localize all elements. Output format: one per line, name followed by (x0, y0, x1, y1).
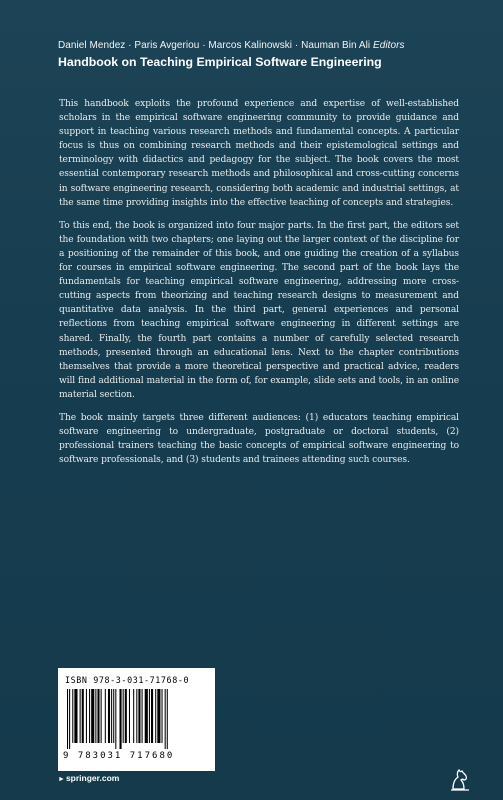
barcode-digits: 9 783031 717680 (63, 751, 175, 761)
barcode-bar (149, 689, 150, 743)
barcode-bar (80, 689, 81, 743)
barcode-bar (69, 689, 70, 749)
cover-header (58, 40, 478, 69)
barcode-bar (82, 689, 84, 743)
barcode-bar (155, 689, 156, 743)
barcode-bar (89, 689, 90, 743)
website-link[interactable] (58, 773, 119, 783)
barcode-bar (151, 689, 153, 743)
barcode-bar (115, 689, 116, 749)
blurb-paragraph: To this end, the book is organized into four major parts. In the first part, the editors set the foundation with two chapters; one laying out the larger context of the discipline for a positioning of the remainder of this book, and one guiding the creation of a syllabus for courses in empirical software engineering. The second part of the book lays the fundamentals for teaching empirical software engineering, addressing more cross-cutting aspects from theorizing and teaching research designs to measurement and quantitative data analysis. In the third part, general experiences and personal reflections from teaching empirical software engineering in different settings are shared. Finally, the fourth part contains a number of carefully selected research methods, presented through an educational lens. Next to the chapter contributions themselves that provide a more theoretical perspective and practical advice, readers will find additional material in the form of, for example, slide sets and tools, in an online material section. (59, 220, 459, 400)
barcode-bar (167, 689, 168, 749)
barcode-bar (101, 689, 102, 743)
blurb-paragraph: The book mainly targets three different audiences: (1) educators teaching empirical software engineering to undergraduate, postgraduate or doctoral students, (2) professional trainers teaching the basic concepts of empirical software engineering to software professionals, and (3) students and trainees attending such courses. (59, 412, 459, 466)
barcode-bar (138, 689, 140, 743)
barcode-bar (120, 689, 122, 749)
barcode-bar (142, 689, 143, 743)
blurb-paragraph: This handbook exploits the profound experience and expertise of well-established scholars in the empirical software engineering community to provide guidance and support in teaching various research methods and fundamental concepts. A particular focus is thus on combining research methods and their epistemological settings and terminology with didactics and pedagogy for the subject. The book covers the most essential contemporary research methods and philosophical and cross-cutting concerns in software engineering research, considering both academic and industrial settings, at the same time providing insights into the effective teaching of concepts and strategies. (59, 99, 459, 208)
barcode-bar (123, 689, 124, 743)
barcode-bar (136, 689, 137, 743)
barcode-bar (105, 689, 106, 743)
barcode-bar (165, 689, 166, 749)
editors-role: Editors (373, 40, 405, 51)
barcode-bar (97, 689, 99, 743)
barcode-bar (125, 689, 127, 743)
barcode-panel (58, 668, 215, 771)
arrow-icon: ► (58, 776, 65, 783)
authors-text: Daniel Mendez · Paris Avgeriou · Marcos Kalinowski · Nauman Bin Ali (58, 40, 371, 51)
isbn-label: ISBN 978-3-031-71768-0 (65, 675, 190, 685)
author-list (58, 40, 478, 51)
springer-horse-icon (449, 767, 471, 791)
barcode-bar (67, 689, 68, 749)
website-text: springer.com (65, 773, 120, 783)
barcode-bar (86, 689, 87, 743)
book-title: Handbook on Teaching Empirical Software Engineering (58, 55, 382, 69)
barcode-bar (157, 689, 160, 743)
barcode-icon (65, 689, 210, 749)
barcode-bar (111, 689, 112, 743)
barcode-bar (91, 689, 94, 743)
barcode-bar (162, 689, 163, 743)
barcode-bar (74, 689, 77, 743)
barcode-bar (145, 689, 148, 743)
barcode-bar (129, 689, 130, 743)
barcode-bar (133, 689, 134, 743)
blurb (59, 97, 459, 476)
barcode-bar (113, 689, 114, 743)
barcode-bar (72, 689, 73, 743)
barcode-bar (95, 689, 96, 743)
barcode-bar (108, 689, 110, 743)
